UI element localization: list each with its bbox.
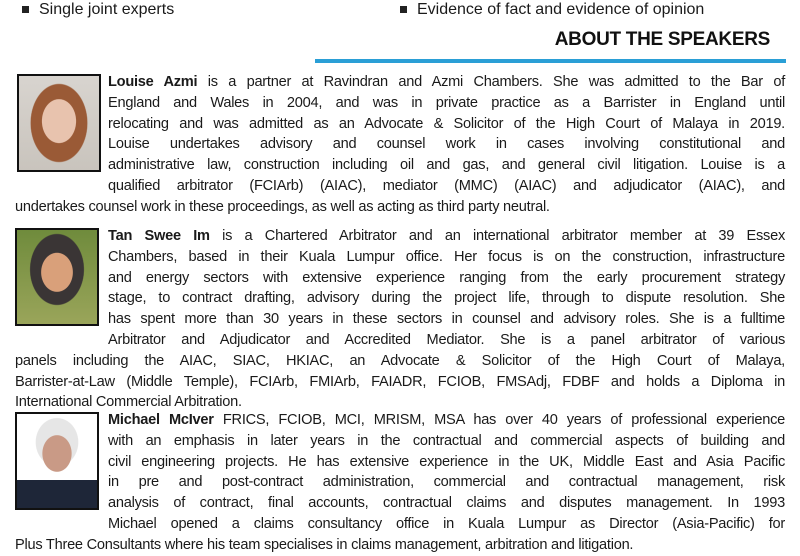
bio-text [15,226,785,413]
speaker-bio-louise-azmi [15,72,785,218]
bio-line: analysis of contract, final accounts, contractual claims and disputes management. In 1993 [108,495,785,512]
section-heading: ABOUT THE SPEAKERS [554,29,770,50]
speaker-name: Tan Swee Im [108,228,210,244]
bio-text [15,410,785,556]
bio-line: Louise Azmi is a partner at Ravindran and Azmi Chambers. She was admitted to the Bar of [108,74,785,90]
bio-line: undertakes counsel work in these proceedings, as well as acting as third party neutral. [15,198,550,215]
bio-line: with an emphasis in later years in the contractual and commercial aspects of building and [108,432,785,449]
bio-line: Tan Swee Im is a Chartered Arbitrator and an international arbitrator member at 39 Essex [108,228,785,244]
bio-line: Plus Three Consultants where his team specialises in claims management, arbitration and litigation. [15,536,634,553]
bio-line: Michael McIver FRICS, FCIOB, MCI, MRISM, MSA has over 40 years of professional experience [108,412,785,428]
bio-line: in pre and post-contract administration, commercial and contractual management, risk [108,474,785,491]
bio-text [15,72,785,218]
speaker-bio-michael-mciver [15,410,785,556]
bio-line: Louise undertakes advisory and counsel work in cases involving constitutional and [108,136,785,153]
bio-line: England and Wales in 2004, and was in private practice as a Barrister in England until [108,94,785,111]
speaker-photo [15,228,99,326]
bio-line: has spent more than 30 years in these sectors in counsel and advisory roles. She is a fulltime [108,311,785,328]
bio-line: civil engineering projects. He has extensive experience in the UK, Middle East and Asia Pacific [108,453,785,470]
speaker-photo [15,412,99,510]
bio-line: Barrister-at-Law (Middle Temple), FCIArb, FMIArb, FAIADR, FCIOB, FMSAdj, FDBF and holds a Diploma in [15,373,785,390]
speaker-bio-tan-swee-im [15,226,785,413]
bullet-item: Evidence of fact and evidence of opinion [400,1,704,19]
speaker-name: Michael McIver [108,412,214,428]
bio-line: International Commercial Arbitration. [15,394,242,411]
bullet-item: Single joint experts [22,1,174,19]
bio-line: Michael opened a claims consultancy office in Kuala Lumpur as Director (Asia-Pacific) for [108,515,785,532]
heading-divider [315,59,786,63]
bio-line: relocating and was admitted as an Advocate & Solicitor of the High Court of Malaya in 2019. [108,115,785,132]
speaker-photo [17,74,101,172]
bio-line: panels including the AIAC, SIAC, HKIAC, an Advocate & Solicitor of the High Court of Malaya, [15,352,785,369]
bio-line: stage, to contract drafting, advisory during the project life, through to dispute resolution. She [108,290,785,307]
bullet-list [0,1,800,21]
bio-line: qualified arbitrator (FCIArb) (AIAC), mediator (MMC) (AIAC) and adjudicator (AIAC), and [108,177,785,194]
bio-line: and energy sectors with extensive experience ranging from the early procurement strategy [108,269,785,286]
speaker-name: Louise Azmi [108,74,198,90]
bio-line: Chambers, based in their Kuala Lumpur office. Her focus is on the construction, infrastructure [108,248,785,265]
bio-line: administrative law, construction including oil and gas, and general civil litigation. Louise is a [108,157,785,174]
bio-line: Arbitrator and Adjudicator and Accredited Mediator. She is a panel arbitrator of various [108,331,785,348]
